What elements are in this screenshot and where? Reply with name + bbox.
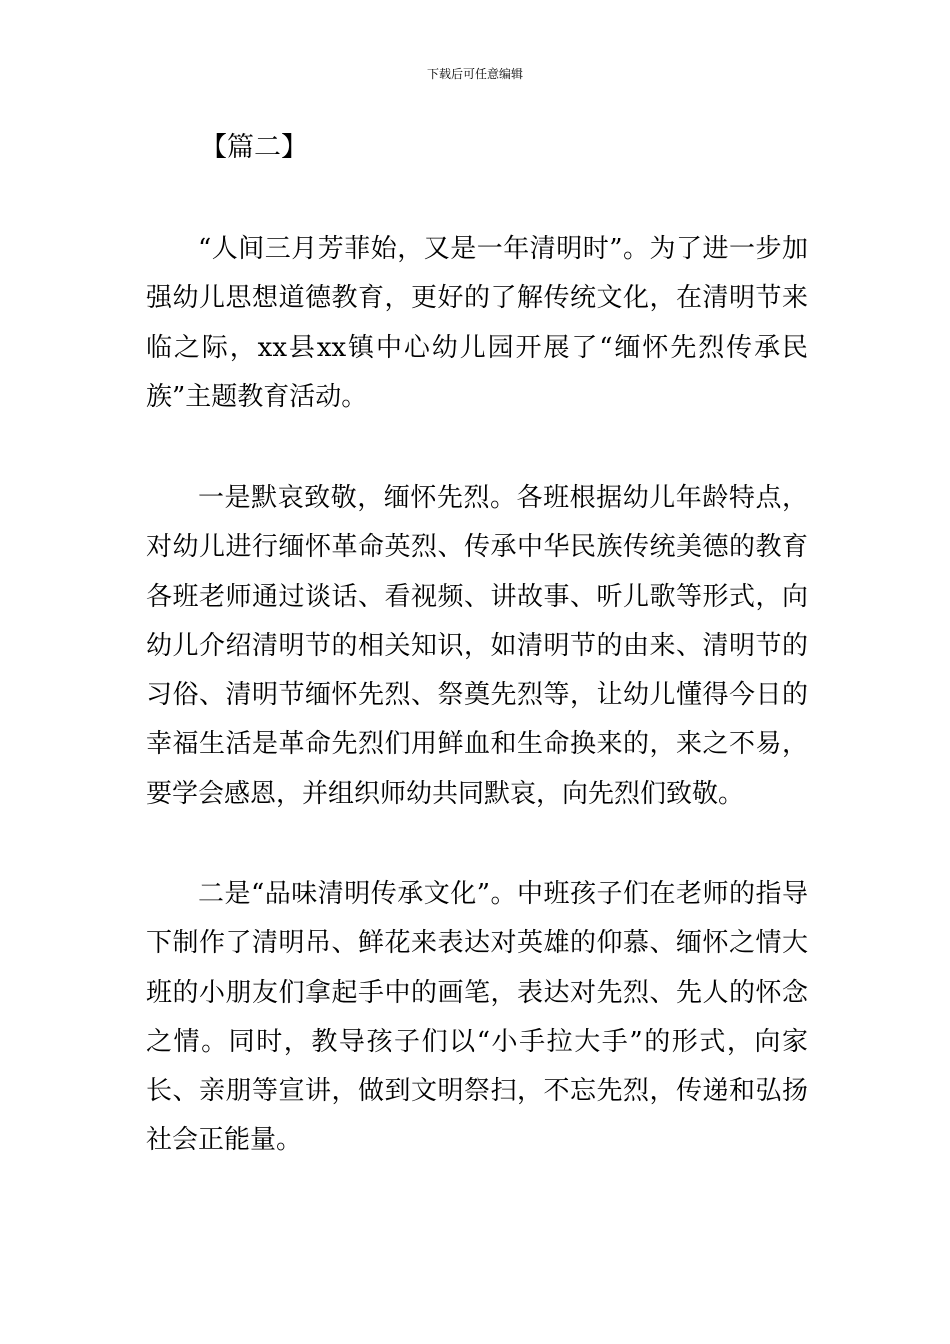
paragraph-intro: “人间三月芳菲始，又是一年清明时”。为了进一步加强幼儿思想道德教育，更好的了解传统文化，在清明节来临之际，xx县xx镇中心幼儿园开展了“缅怀先烈传承民族”主题教育活动。 xyxy=(146,234,808,412)
paragraph-point-one: 一是默哀致敬，缅怀先烈。各班根据幼儿年龄特点，对幼儿进行缅怀革命英烈、传承中华民族传统美德的教育各班老师通过谈话、看视频、讲故事、听儿歌等形式，向幼儿介绍清明节的相关知识，如清明节的由来、清明节的习俗、清明节缅怀先烈、祭奠先烈等，让幼儿懂得今日的幸福生活是革命先烈们用鲜血和生命换来的，来之不易，要学会感恩，并组织师幼共同默哀，向先烈们致敬。 xyxy=(146,483,808,809)
section-heading: 【篇二】 xyxy=(200,132,308,163)
paragraph-point-two: 二是“品味清明传承文化”。中班孩子们在老师的指导下制作了清明吊、鲜花来表达对英雄的仰慕、缅怀之情大班的小朋友们拿起手中的画笔，表达对先烈、先人的怀念之情。同时，教导孩子们以“小手拉大手”的形式，向家长、亲朋等宣讲，做到文明祭扫，不忘先烈，传递和弘扬社会正能量。 xyxy=(146,879,808,1156)
header-note: 下载后可任意编辑 xyxy=(426,67,523,81)
